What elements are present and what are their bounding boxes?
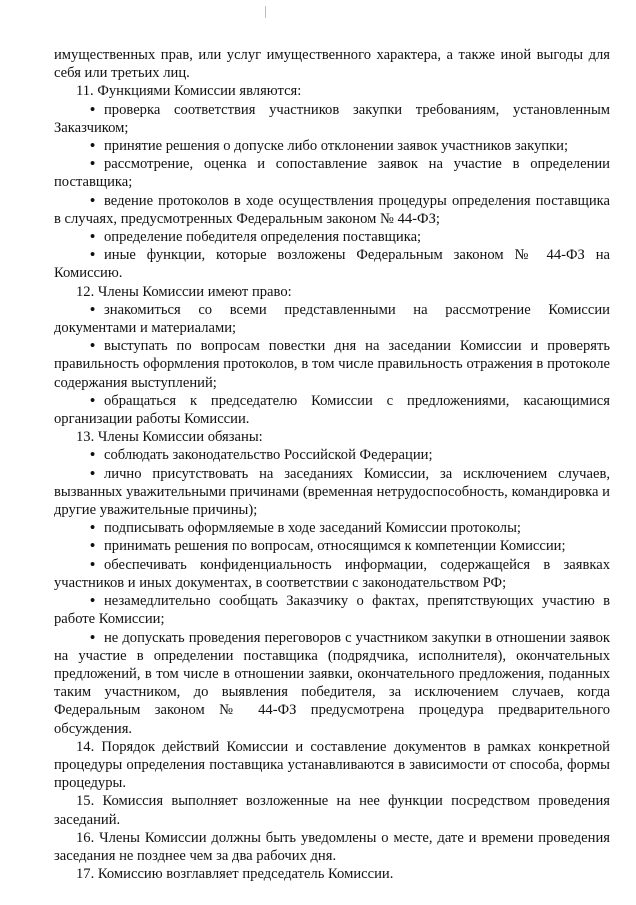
bullet-item: • принимать решения по вопросам, относящимся к компетенции Комиссии; [54, 537, 610, 555]
item-17: 17. Комиссию возглавляет председатель Комиссии. [76, 866, 394, 883]
document-body [54, 46, 610, 883]
item-13-heading: 13. Члены Комиссии обязаны: [76, 429, 263, 446]
bullet-icon [90, 557, 104, 573]
bullet-icon [90, 229, 104, 245]
bullet-item: • незамедлительно сообщать Заказчику о фактах, препятствующих участию в работе Комиссии; [54, 592, 610, 628]
bullet-item: • проверка соответствия участников закупки требованиям, установленным Заказчиком; [54, 101, 610, 137]
item-16: 16. Члены Комиссии должны быть уведомлены о месте, дате и времени проведения заседания не позднее чем за два рабочих дня. [54, 829, 610, 864]
item-14: 14. Порядок действий Комиссии и составление документов в рамках конкретной процедуры определения поставщика устанавливаются в зависимости от способа, формы процедуры. [54, 738, 610, 792]
item-11-heading: 11. Функциями Комиссии являются: [76, 83, 302, 100]
bullet-icon [90, 593, 104, 609]
bullet-item: • не допускать проведения переговоров с участником закупки в отношении заявок на участие в определении поставщика (подрядчика, исполнителя), окончательных предложений, в том числе в отношении заявки, окончательного предложения, поданных таким участником, до выявления победителя, за исключением случаев, когда Федеральным законом № 44-ФЗ предусмотрена процедура предварительного обсуждения. [54, 629, 610, 738]
bullet-icon [90, 538, 104, 554]
item-15: 15. Комиссия выполняет возложенные на нее функции посредством проведения заседаний. [54, 793, 610, 828]
bullet-item: • лично присутствовать на заседаниях Комиссии, за исключением случаев, вызванных уважительными причинами (временная нетрудоспособность, командировка и другие уважительные причины); [54, 465, 610, 520]
bullet-icon [90, 156, 104, 172]
bullet-item: • ведение протоколов в ходе осуществления процедуры определения поставщика в случаях, предусмотренных Федеральным законом № 44-ФЗ; [54, 192, 610, 228]
item-12-heading: 12. Члены Комиссии имеют право: [76, 283, 292, 300]
bullet-item: • соблюдать законодательство Российской Федерации; [54, 446, 610, 464]
scan-mark [265, 6, 266, 18]
bullet-icon [90, 247, 104, 263]
bullet-item: • иные функции, которые возложены Федеральным законом № 44-ФЗ на Комиссию. [54, 246, 610, 282]
bullet-item: • принятие решения о допуске либо отклонении заявок участников закупки; [54, 137, 610, 155]
bullet-icon [90, 630, 104, 646]
bullet-icon [90, 193, 104, 209]
bullet-item: • рассмотрение, оценка и сопоставление заявок на участие в определении поставщика; [54, 155, 610, 191]
bullet-icon [90, 520, 104, 536]
bullet-icon [90, 102, 104, 118]
bullet-icon [90, 393, 104, 409]
bullet-icon [90, 447, 104, 463]
bullet-item: • выступать по вопросам повестки дня на заседании Комиссии и проверять правильность оформления протоколов, в том числе правильность отражения в протоколе содержания выступлений; [54, 337, 610, 392]
bullet-item: • обеспечивать конфиденциальность информации, содержащейся в заявках участников и иных документах, в соответствии с законодательством РФ; [54, 556, 610, 592]
bullet-item: • обращаться к председателю Комиссии с предложениями, касающимися организации работы Комиссии. [54, 392, 610, 428]
bullet-icon [90, 466, 104, 482]
bullet-icon [90, 338, 104, 354]
paragraph-continuation: имущественных прав, или услуг имущественного характера, а также иной выгоды для себя или третьих лиц. [54, 47, 610, 82]
bullet-item: • определение победителя определения поставщика; [54, 228, 610, 246]
bullet-icon [90, 138, 104, 154]
bullet-item: • знакомиться со всеми представленными на рассмотрение Комиссии документами и материалами; [54, 301, 610, 337]
bullet-icon [90, 302, 104, 318]
bullet-item: • подписывать оформляемые в ходе заседаний Комиссии протоколы; [54, 519, 610, 537]
